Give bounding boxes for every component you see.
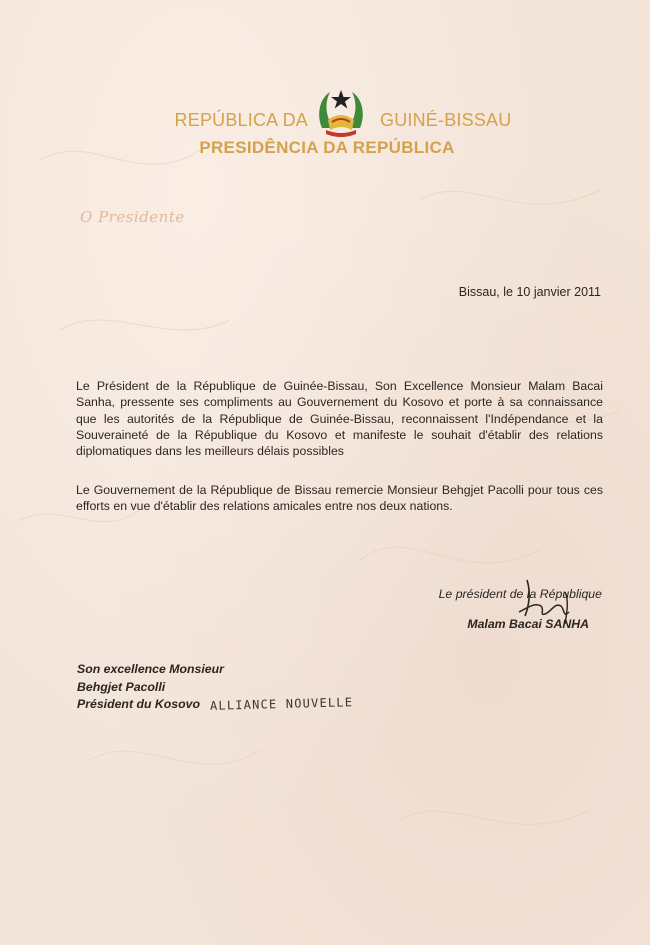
signatory-name: Malam Bacai SANHA (467, 617, 589, 631)
country-name-left: REPÚBLICA DA (174, 110, 308, 130)
handwritten-signature (505, 572, 585, 632)
handwritten-note: ALLIANCE NOUVELLE (209, 695, 354, 713)
presidency-heading: PRESIDÊNCIA DA REPÚBLICA (199, 138, 455, 157)
letterhead-script: O Presidente (80, 208, 185, 226)
signatory-title: Le président de la République (438, 587, 602, 601)
addressee-line-1: Son excellence Monsieur (77, 662, 224, 676)
body-paragraph-2: Le Gouvernement de la République de Bissau remercie Monsieur Behgjet Pacolli pour tous ces efforts en vue d'établir des relations amicales entre nos deux nations. (76, 483, 603, 514)
body-paragraph-1: Le Président de la République de Guinée-Bissau, Son Excellence Monsieur Malam Bacai Sanha, pressente ses compliments au Gouvernement du Kosovo et porte à sa connaissance que les autorités de la République de Guinée-Bissau, reconnaissent l'Indépendance et la Souveraineté de la République du Kosovo et manifeste le souhait d'établir des relations diplomatiques dans les meilleurs délais possibles (76, 379, 603, 459)
addressee-block (77, 661, 353, 714)
country-name-right: GUINÉ-BISSAU (380, 110, 512, 130)
addressee-title: Président du Kosovo (77, 697, 200, 711)
addressee-line-2: Behgjet Pacolli (77, 679, 166, 694)
addressee-line-3 (77, 696, 353, 714)
letter-date: Bissau, le 10 janvier 2011 (458, 285, 601, 299)
coat-of-arms-icon (314, 84, 368, 140)
